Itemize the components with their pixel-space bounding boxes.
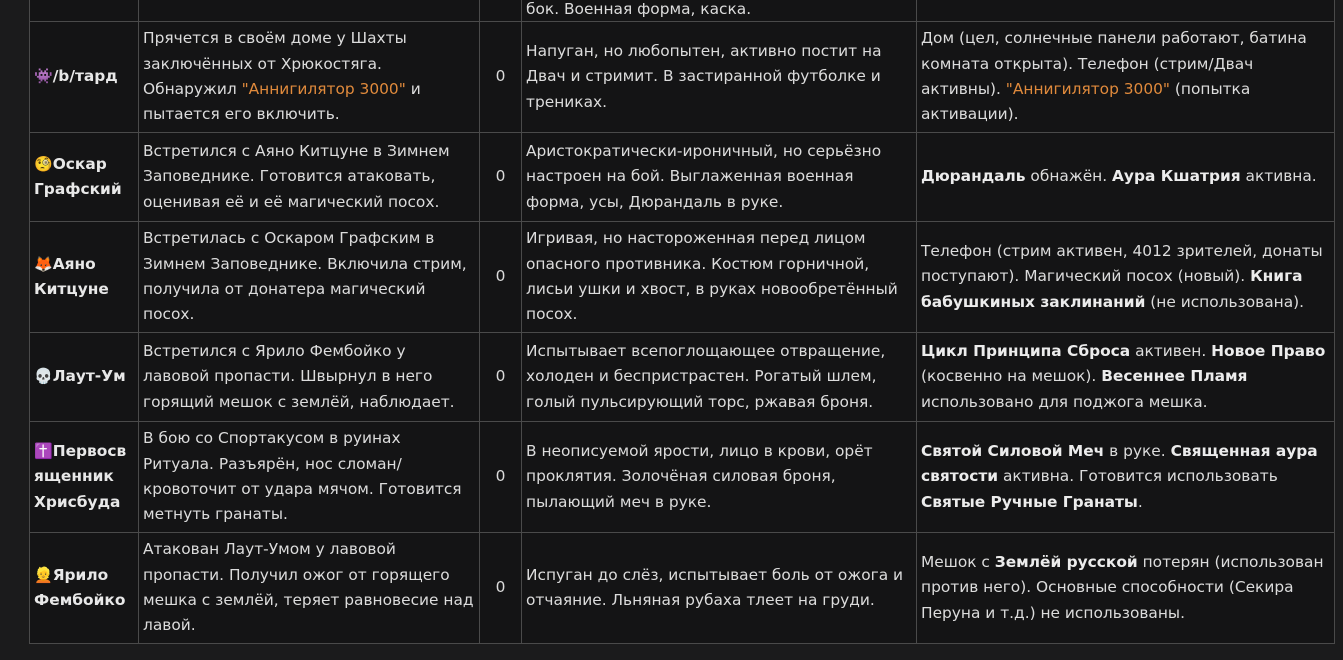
items-text: (не использована). <box>1145 292 1305 311</box>
item-bold: Цикл Принципа Сброса <box>921 341 1131 360</box>
item-bold: Святые Ручные Гранаты <box>921 492 1138 511</box>
character-name: /b/тард <box>52 67 118 86</box>
state-text: бок. Военная форма, каска. <box>526 0 752 18</box>
table-row <box>30 133 1335 222</box>
gold-cell: 0 <box>480 222 522 333</box>
character-name: Аяно Китцуне <box>34 254 109 298</box>
item-highlight: "Аннигилятор 3000" <box>241 80 406 98</box>
item-bold: Дюрандаль <box>921 167 1026 186</box>
table-row <box>30 422 1335 533</box>
character-name-cell <box>30 0 139 22</box>
skull-icon: 💀 <box>34 367 53 386</box>
state-cell: Испуган до слёз, испытывает боль от ожога и отчаяние. Льняная рубаха тлеет на груди. <box>522 533 917 644</box>
table-row <box>30 22 1335 133</box>
items-text: Мешок с <box>921 552 995 571</box>
items-cell <box>917 533 1335 644</box>
action-cell <box>139 0 480 22</box>
table-row <box>30 0 1335 22</box>
state-cell: Игривая, но настороженная перед лицом опасного противника. Костюм горничной, лисьи ушки и хвост, в руках новообретённый посох. <box>522 222 917 333</box>
items-text: (косвенно на мешок). <box>921 367 1102 386</box>
character-name-line: Хрисбуда <box>34 492 121 511</box>
character-name: Ярило Фембойко <box>34 565 126 609</box>
character-name-cell <box>30 22 139 133</box>
gold-cell <box>480 0 522 22</box>
state-cell <box>522 0 917 22</box>
table-row <box>30 533 1335 644</box>
item-highlight: "Аннигилятор 3000" <box>1005 80 1170 98</box>
items-cell <box>917 222 1335 333</box>
items-cell <box>917 0 1335 22</box>
blond-person-icon: 👱 <box>34 565 53 584</box>
character-name-cell <box>30 422 139 533</box>
action-text: и пытается его включить. <box>143 80 421 124</box>
table-row <box>30 222 1335 333</box>
gold-cell: 0 <box>480 333 522 422</box>
action-cell: Встретился с Ярило Фембойко у лавовой пропасти. Швырнул в него горящий мешок с землёй, наблюдает. <box>139 333 480 422</box>
action-cell: Встретилась с Оскаром Графским в Зимнем Заповеднике. Включила стрим, получила от донатера магический посох. <box>139 222 480 333</box>
items-text: (попытка активации). <box>921 80 1251 124</box>
item-bold: Весеннее Пламя <box>1101 367 1248 386</box>
action-cell: В бою со Спортакусом в руинах Ритуала. Разъярён, нос сломан/кровоточит от удара мячом. Готовится метнуть гранаты. <box>139 422 480 533</box>
character-name-line: ященник <box>34 467 114 486</box>
gold-cell: 0 <box>480 533 522 644</box>
table-row <box>30 333 1335 422</box>
action-cell <box>139 22 480 133</box>
items-text: активна. Готовится использовать <box>998 467 1278 486</box>
latin-cross-icon: ✝️ <box>34 441 53 460</box>
state-cell: Испытывает всепоглощающее отвращение, холоден и беспристрастен. Рогатый шлем, голый пульсирующий торс, ржавая броня. <box>522 333 917 422</box>
items-text: потерян (использован против него). Основные способности (Секира Перуна и т.д.) не использованы. <box>921 552 1324 622</box>
items-cell <box>917 333 1335 422</box>
action-cell: Атакован Лаут-Умом у лавовой пропасти. Получил ожог от горящего мешка с землёй, теряет равновесие над лавой. <box>139 533 480 644</box>
items-text: Телефон (стрим активен, 4012 зрителей, донаты поступают). Магический посох (новый). <box>921 241 1323 286</box>
action-text: Прячется в своём доме у Шахты заключённых от Хрюкостяга. Обнаружил <box>143 29 407 98</box>
alien-monster-icon: 👾 <box>34 67 53 86</box>
gold-cell: 0 <box>480 133 522 222</box>
character-status-table <box>29 0 1335 644</box>
items-cell <box>917 133 1335 222</box>
table-body <box>30 0 1335 644</box>
gold-cell: 0 <box>480 22 522 133</box>
character-name-cell <box>30 222 139 333</box>
item-bold: Землёй русской <box>994 552 1138 571</box>
character-name-cell <box>30 333 139 422</box>
character-name-line: Первосв <box>52 441 127 460</box>
item-bold: Книга бабушкиных заклинаний <box>921 267 1303 311</box>
character-name: Лаут-Ум <box>52 367 126 386</box>
items-text: активна. <box>1240 167 1317 186</box>
items-text: обнажён. <box>1025 167 1113 186</box>
items-text: в руке. <box>1104 441 1171 460</box>
items-cell <box>917 22 1335 133</box>
item-bold: Священная аура святости <box>921 441 1318 486</box>
character-name: Оскар Графский <box>34 154 122 198</box>
item-bold: Аура Кшатрия <box>1112 167 1241 186</box>
state-cell: Напуган, но любопытен, активно постит на Двач и стримит. В застиранной футболке и трениках. <box>522 22 917 133</box>
items-cell <box>917 422 1335 533</box>
character-status-table-wrapper <box>29 0 1335 644</box>
monocle-face-icon: 🧐 <box>34 154 53 173</box>
item-bold: Святой Силовой Меч <box>921 441 1105 460</box>
character-name-cell <box>30 133 139 222</box>
state-cell: Аристократически-ироничный, но серьёзно настроен на бой. Выглаженная военная форма, усы, Дюрандаль в руке. <box>522 133 917 222</box>
items-text: использовано для поджога мешка. <box>921 392 1208 411</box>
fox-icon: 🦊 <box>34 254 53 273</box>
item-bold: Новое Право <box>1211 341 1326 360</box>
gold-cell: 0 <box>480 422 522 533</box>
items-text: активен. <box>1130 341 1212 360</box>
items-text: Дом (цел, солнечные панели работают, батина комната открыта). Телефон (стрим/Двач активны). <box>921 29 1307 98</box>
character-name-cell <box>30 533 139 644</box>
state-cell: В неописуемой ярости, лицо в крови, орёт проклятия. Золочёная силовая броня, пылающий меч в руке. <box>522 422 917 533</box>
items-text: . <box>1137 492 1143 511</box>
action-cell: Встретился с Аяно Китцуне в Зимнем Заповеднике. Готовится атаковать, оценивая её и её магический посох. <box>139 133 480 222</box>
